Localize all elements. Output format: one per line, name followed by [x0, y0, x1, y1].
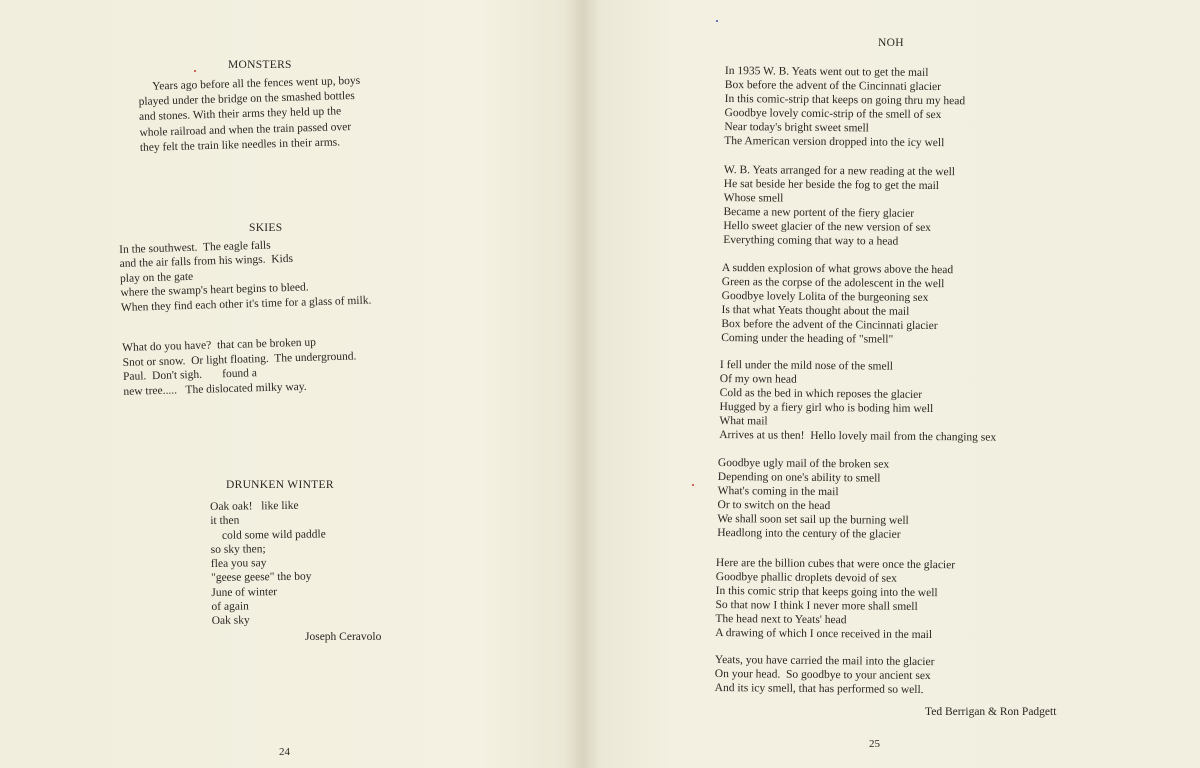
poem-title-monsters: MONSTERS	[228, 59, 292, 71]
poem-line: Oak oak! like like	[210, 499, 299, 513]
poem-line: And its icy smell, that has performed so well.	[714, 681, 924, 696]
poem-line: Near today's bright sweet smell	[724, 120, 869, 135]
left-page	[0, 0, 582, 768]
poem-line: Yeats, you have carried the mail into the glacier	[714, 654, 935, 669]
poem-line: What do you have? that can be broken up	[122, 336, 317, 354]
poem-line: Snot or snow. Or light floating. The underground.	[122, 350, 357, 369]
page-number-right: 25	[869, 738, 880, 750]
poem-line: Whose smell	[723, 191, 784, 205]
noh-stanza-1	[724, 65, 965, 151]
poem-line: cold some wild paddle	[210, 527, 326, 542]
poem-line: Hello sweet glacier of the new version of sex	[723, 219, 932, 234]
poem-skies-stanza-2	[122, 334, 357, 399]
poem-line: Goodbye phallic droplets devoid of sex	[715, 570, 897, 585]
poem-line: Hugged by a fiery girl who is boding him well	[719, 400, 934, 415]
noh-stanza-2	[723, 164, 955, 250]
poem-line: In 1935 W. B. Yeats went out to get the mail	[724, 65, 929, 79]
poem-line: When they find each other it's time for a glass of milk.	[120, 294, 372, 314]
poem-line: He sat beside her beside the fog to get the mail	[723, 177, 940, 192]
poem-line: Headlong into the century of the glacier	[717, 526, 901, 541]
page-number-left: 24	[279, 746, 290, 758]
poem-line: play on the gate	[119, 270, 194, 285]
poem-line: Here are the billion cubes that were once the glacier	[715, 557, 956, 572]
poem-drunken-winter-body	[210, 498, 327, 628]
author-credit-berrigan-padgett: Ted Berrigan & Ron Padgett	[925, 706, 1057, 718]
poem-line: Coming under the heading of "smell"	[721, 331, 894, 346]
poem-line: Years ago before all the fences went up, boys	[152, 74, 361, 93]
poem-line: Paul. Don't sigh. found a	[122, 367, 258, 384]
noh-stanza-7	[715, 654, 935, 698]
poem-line: "geese geese" the boy	[211, 571, 312, 585]
poem-line: June of winter	[211, 585, 278, 599]
poem-line: Cold as the bed in which reposes the glacier	[719, 386, 923, 401]
poem-line: The head next to Yeats' head	[715, 612, 847, 626]
poem-line: What mail	[719, 414, 768, 428]
poem-title-noh: NOH	[878, 37, 904, 49]
poem-line: W. B. Yeats arranged for a new reading at the well	[723, 164, 956, 179]
poem-line: I fell under the mild nose of the smell	[719, 359, 894, 373]
author-credit-ceravolo: Joseph Ceravolo	[305, 631, 382, 643]
poem-line: and stones. With their arms they held up the	[138, 105, 342, 124]
poem-line: it then	[210, 514, 240, 528]
poem-line: In the southwest. The eagle falls	[119, 239, 271, 256]
poem-line: where the swamp's heart begins to bleed.	[120, 281, 309, 300]
poem-line: they felt the train like needles in their arms.	[139, 136, 341, 154]
poem-line: Or to switch on the head	[717, 498, 831, 512]
poem-line: whole railroad and when the train passed over	[139, 120, 352, 139]
poem-line: Goodbye ugly mail of the broken sex	[717, 457, 890, 471]
poem-line: and the air falls from his wings. Kids	[119, 253, 294, 271]
poem-monsters-body	[138, 72, 412, 156]
noh-stanza-6	[715, 557, 955, 643]
poem-title-drunken-winter: DRUNKEN WINTER	[226, 479, 334, 491]
poem-line: Is that what Yeats thought about the mail	[721, 303, 910, 318]
poem-line: of again	[211, 600, 249, 614]
poem-line: Depending on one's ability to smell	[717, 470, 881, 485]
poem-title-skies: SKIES	[249, 222, 283, 234]
poem-line: Of my own head	[719, 372, 797, 386]
poem-line: In this comic-strip that keeps on going thru my head	[724, 92, 966, 108]
poem-line: Goodbye lovely comic-strip of the smell of sex	[724, 106, 942, 121]
noh-stanza-4	[719, 359, 997, 445]
poem-line: A sudden explosion of what grows above the head	[721, 262, 954, 277]
poem-line: Arrives at us then! Hello lovely mail from the changing sex	[719, 428, 997, 444]
poem-line: Box before the advent of the Cincinnati glacier	[721, 317, 938, 332]
poem-line: so sky then;	[210, 543, 266, 556]
poem-line: new tree..... The dislocated milky way.	[123, 380, 307, 398]
poem-skies-stanza-1	[119, 236, 372, 315]
poem-line: In this comic strip that keeps going into the well	[715, 584, 938, 599]
poem-line: We shall soon set sail up the burning well	[717, 512, 909, 527]
poem-line: played under the bridge on the smashed bottles	[138, 90, 355, 109]
red-ink-speck	[194, 70, 196, 72]
poem-line: Box before the advent of the Cincinnati glacier	[724, 78, 942, 93]
poem-line: Goodbye lovely Lolita of the burgeoning sex	[721, 289, 929, 304]
poem-line: What's coming in the mail	[717, 484, 839, 498]
red-ink-speck	[692, 484, 694, 486]
poem-line: So that now I think I never more shall smell	[715, 598, 918, 613]
poem-line: Became a new portent of the fiery glacier	[723, 205, 915, 220]
poem-line: Everything coming that way to a head	[723, 233, 899, 248]
poem-line: The American version dropped into the icy well	[724, 134, 945, 149]
poem-line: On your head. So goodbye to your ancient sex	[714, 667, 931, 682]
poem-line: A drawing of which I once received in the mail	[715, 626, 933, 641]
blue-ink-speck	[716, 20, 718, 22]
poem-line: Oak sky	[211, 614, 250, 628]
poem-line: Green as the corpse of the adolescent in the well	[721, 275, 945, 291]
right-page	[582, 0, 1200, 768]
noh-stanza-5	[717, 457, 909, 542]
poem-line: flea you say	[210, 557, 267, 571]
noh-stanza-3	[721, 262, 953, 348]
